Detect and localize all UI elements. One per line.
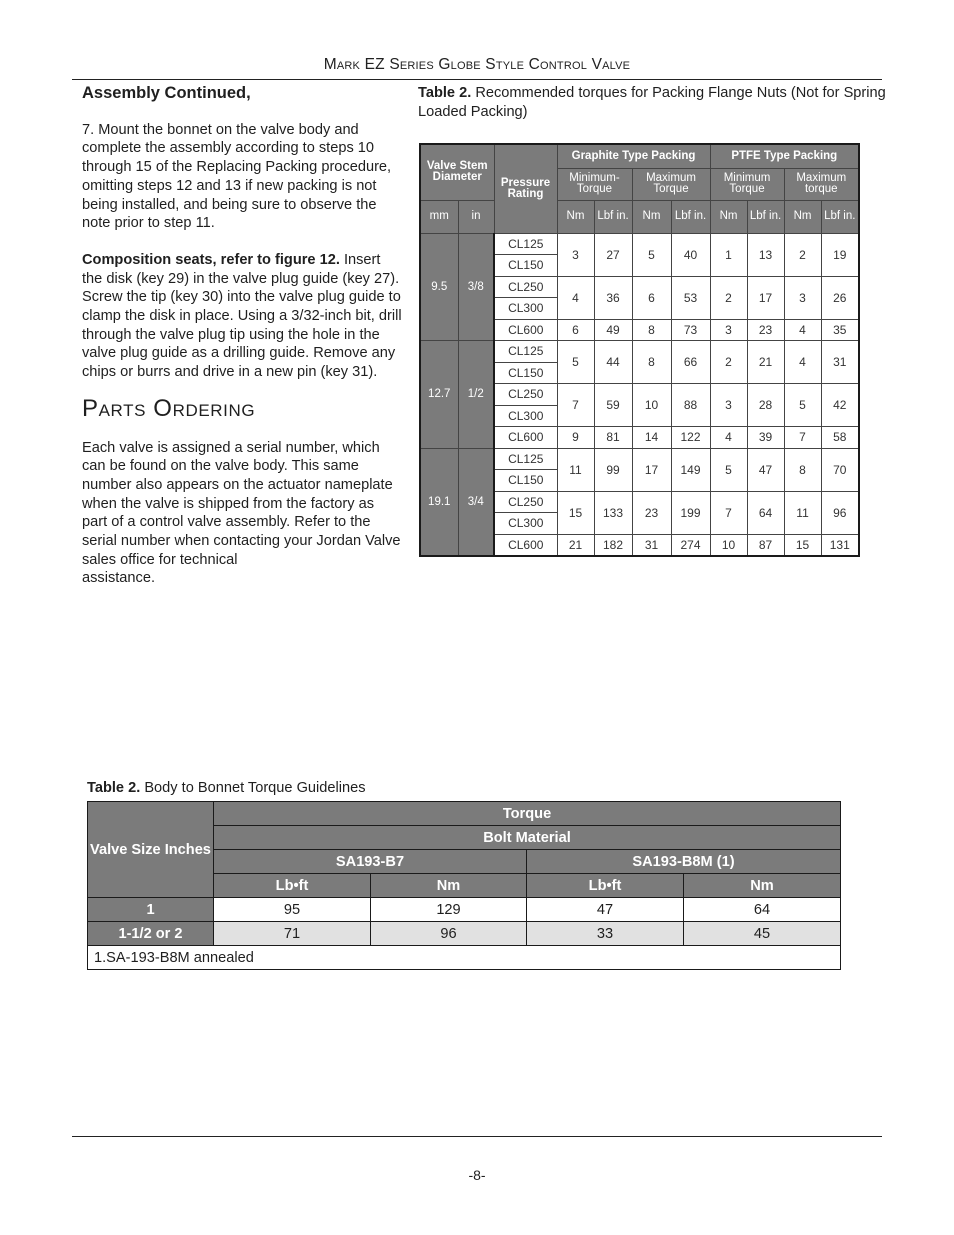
torque-header: Torque <box>214 802 841 826</box>
table-cell: 5 <box>557 341 594 384</box>
table-cell: 96 <box>371 922 527 946</box>
table-cell: 3 <box>784 276 821 319</box>
table-cell: 71 <box>214 922 371 946</box>
table-cell: 2 <box>710 276 747 319</box>
table-cell: 8 <box>632 341 671 384</box>
pressure-rating-cell: CL125 <box>494 341 557 363</box>
table-row <box>88 922 841 946</box>
pressure-rating-cell: CL300 <box>494 513 557 535</box>
table-cell: 3 <box>557 233 594 276</box>
table-cell: 5 <box>632 233 671 276</box>
table-cell: 26 <box>821 276 859 319</box>
table-cell: 4 <box>710 427 747 449</box>
table-cell: 8 <box>632 319 671 341</box>
table-cell: 28 <box>747 384 784 427</box>
table-cell: 1 <box>710 233 747 276</box>
table-cell: 73 <box>671 319 710 341</box>
composition-seats-lead: Composition seats, refer to figure 12. <box>82 251 340 268</box>
table-cell: 59 <box>594 384 632 427</box>
table-cell: 31 <box>632 534 671 556</box>
table-cell: 11 <box>784 491 821 534</box>
table-cell: 13 <box>747 233 784 276</box>
table-cell: 17 <box>747 276 784 319</box>
packing-torque-table <box>419 143 860 557</box>
table-cell: 274 <box>671 534 710 556</box>
parts-ordering-heading: Parts Ordering <box>82 394 256 422</box>
table-cell: 23 <box>632 491 671 534</box>
table-cell: 33 <box>527 922 684 946</box>
table-cell: 64 <box>747 491 784 534</box>
nm-header: Nm <box>684 874 841 898</box>
running-header: Mark EZ Series Globe Style Control Valve <box>323 56 631 73</box>
graphite-packing-header: Graphite Type Packing <box>557 144 710 168</box>
table-cell: 88 <box>671 384 710 427</box>
pressure-rating-cell: CL600 <box>494 534 557 556</box>
graphite-max-torque-header: Maximum Torque <box>632 168 710 200</box>
table-cell: 7 <box>557 384 594 427</box>
table-cell: 11 <box>557 448 594 491</box>
table-cell: 4 <box>557 276 594 319</box>
table-cell: 5 <box>710 448 747 491</box>
unit-in-header: in <box>458 200 494 233</box>
pressure-rating-cell: CL600 <box>494 319 557 341</box>
row-size-cell: 1-1/2 or 2 <box>88 922 214 946</box>
table-cell: 49 <box>594 319 632 341</box>
table-cell: 66 <box>671 341 710 384</box>
packing-table-caption-text: Recommended torques for Packing Flange Nuts (Not for Spring Loaded Packing) <box>418 85 886 120</box>
composition-seats-text: Insert the disk (key 29) in the valve plug guide (key 27). Screw the tip (key 30) into the valve plug guide to clamp the disk in place. Using a 3/32-inch bit, drill through the valve plug tip using the hole in the valve plug guide as a drilling guide. Remove any chips or burrs and drive in a new pin (key 31). <box>82 251 402 381</box>
valve-size-header: Valve Size Inches <box>88 802 214 898</box>
table-cell: 15 <box>557 491 594 534</box>
unit-lbf-header: Lbf in. <box>821 200 859 233</box>
graphite-min-torque-header: Minimum-Torque <box>557 168 632 200</box>
table-cell: 133 <box>594 491 632 534</box>
stem-mm-cell: 9.5 <box>420 233 458 341</box>
table-cell: 7 <box>784 427 821 449</box>
table-cell: 53 <box>671 276 710 319</box>
table-cell: 6 <box>557 319 594 341</box>
table-cell: 21 <box>557 534 594 556</box>
table-cell: 8 <box>784 448 821 491</box>
unit-nm-header: Nm <box>632 200 671 233</box>
table-cell: 4 <box>784 341 821 384</box>
unit-lbf-header: Lbf in. <box>747 200 784 233</box>
table-cell: 23 <box>747 319 784 341</box>
ptfe-packing-header: PTFE Type Packing <box>710 144 859 168</box>
stem-in-cell: 3/8 <box>458 233 494 341</box>
table-row <box>420 233 859 255</box>
table-cell: 9 <box>557 427 594 449</box>
pressure-rating-cell: CL250 <box>494 276 557 298</box>
table-cell: 5 <box>784 384 821 427</box>
ptfe-min-torque-header: Minimum Torque <box>710 168 784 200</box>
table-cell: 47 <box>527 898 684 922</box>
unit-nm-header: Nm <box>557 200 594 233</box>
stem-in-cell: 1/2 <box>458 341 494 449</box>
pressure-rating-cell: CL250 <box>494 491 557 513</box>
pressure-rating-cell: CL125 <box>494 233 557 255</box>
packing-table-caption-label: Table 2. <box>418 85 472 101</box>
row-size-cell: 1 <box>88 898 214 922</box>
table-cell: 7 <box>710 491 747 534</box>
table-cell: 3 <box>710 384 747 427</box>
composition-seats-paragraph <box>82 251 402 382</box>
table-cell: 129 <box>371 898 527 922</box>
lbft-header: Lb•ft <box>214 874 371 898</box>
nm-header: Nm <box>371 874 527 898</box>
pressure-rating-cell: CL300 <box>494 298 557 320</box>
table-cell: 131 <box>821 534 859 556</box>
table-cell: 199 <box>671 491 710 534</box>
pressure-rating-cell: CL300 <box>494 405 557 427</box>
unit-nm-header: Nm <box>710 200 747 233</box>
table-cell: 87 <box>747 534 784 556</box>
pressure-rating-header: Pressure Rating <box>494 144 557 233</box>
table-row <box>420 448 859 470</box>
pressure-rating-cell: CL250 <box>494 384 557 406</box>
table-cell: 14 <box>632 427 671 449</box>
table-cell: 39 <box>747 427 784 449</box>
bolt-material-header: Bolt Material <box>214 826 841 850</box>
left-column <box>82 84 402 588</box>
table-cell: 58 <box>821 427 859 449</box>
stem-mm-cell: 12.7 <box>420 341 458 449</box>
table-cell: 149 <box>671 448 710 491</box>
parts-ordering-paragraph: Each valve is assigned a serial number, which can be found on the valve body. This same number also appears on the actuator nameplate when the valve is shipped from the factory as part of a control valve assembly. Refer to the serial number when contacting your Jordan Valve sales office for technical <box>82 439 401 568</box>
sa193-b8m-header: SA193-B8M (1) <box>527 850 841 874</box>
bonnet-table-caption-text: Body to Bonnet Torque Guidelines <box>140 780 366 796</box>
table-cell: 44 <box>594 341 632 384</box>
table-cell: 17 <box>632 448 671 491</box>
table-cell: 81 <box>594 427 632 449</box>
footer-rule <box>72 1136 882 1137</box>
table-cell: 2 <box>784 233 821 276</box>
pressure-rating-cell: CL125 <box>494 448 557 470</box>
header-rule <box>72 79 882 80</box>
table-cell: 10 <box>710 534 747 556</box>
table-cell: 47 <box>747 448 784 491</box>
table-row <box>420 341 859 363</box>
step-7-paragraph: 7. Mount the bonnet on the valve body and complete the assembly according to steps 10 through 15 of the Replacing Packing procedure, omitting steps 12 and 13 if new packing is not being installed, and being sure to observe the note prior to step 11. <box>82 121 392 232</box>
table-cell: 64 <box>684 898 841 922</box>
table-cell: 31 <box>821 341 859 384</box>
lbft-header: Lb•ft <box>527 874 684 898</box>
packing-table-body <box>420 233 859 556</box>
unit-lbf-header: Lbf in. <box>594 200 632 233</box>
bonnet-table-caption-label: Table 2. <box>87 780 141 796</box>
table-cell: 15 <box>784 534 821 556</box>
table-cell: 6 <box>632 276 671 319</box>
table-cell: 10 <box>632 384 671 427</box>
table-cell: 95 <box>214 898 371 922</box>
page-number: -8- <box>468 1167 486 1183</box>
stem-mm-cell: 19.1 <box>420 448 458 556</box>
pressure-rating-cell: CL150 <box>494 362 557 384</box>
packing-table-caption <box>418 84 888 121</box>
pressure-rating-cell: CL150 <box>494 255 557 277</box>
table-cell: 122 <box>671 427 710 449</box>
table-cell: 45 <box>684 922 841 946</box>
ptfe-max-torque-header: Maximum torque <box>784 168 859 200</box>
assembly-heading: Assembly Continued, <box>82 84 251 102</box>
unit-nm-header: Nm <box>784 200 821 233</box>
table-cell: 3 <box>710 319 747 341</box>
table-cell: 4 <box>784 319 821 341</box>
table-cell: 19 <box>821 233 859 276</box>
table-footnote: 1.SA-193-B8M annealed <box>88 946 841 970</box>
table-cell: 182 <box>594 534 632 556</box>
parts-ordering-paragraph-end: assistance. <box>82 570 156 587</box>
sa193-b7-header: SA193-B7 <box>214 850 527 874</box>
table-cell: 96 <box>821 491 859 534</box>
pressure-rating-cell: CL600 <box>494 427 557 449</box>
table-cell: 36 <box>594 276 632 319</box>
table-cell: 99 <box>594 448 632 491</box>
pressure-rating-cell: CL150 <box>494 470 557 492</box>
table-cell: 40 <box>671 233 710 276</box>
table-cell: 2 <box>710 341 747 384</box>
table-cell: 27 <box>594 233 632 276</box>
table-row <box>88 898 841 922</box>
unit-lbf-header: Lbf in. <box>671 200 710 233</box>
table-cell: 42 <box>821 384 859 427</box>
valve-stem-diameter-header: Valve Stem Diameter <box>420 144 494 200</box>
table-cell: 70 <box>821 448 859 491</box>
unit-mm-header: mm <box>420 200 458 233</box>
table-cell: 21 <box>747 341 784 384</box>
table-cell: 35 <box>821 319 859 341</box>
bonnet-table-caption <box>87 780 366 796</box>
body-bonnet-torque-table <box>87 801 841 970</box>
stem-in-cell: 3/4 <box>458 448 494 556</box>
